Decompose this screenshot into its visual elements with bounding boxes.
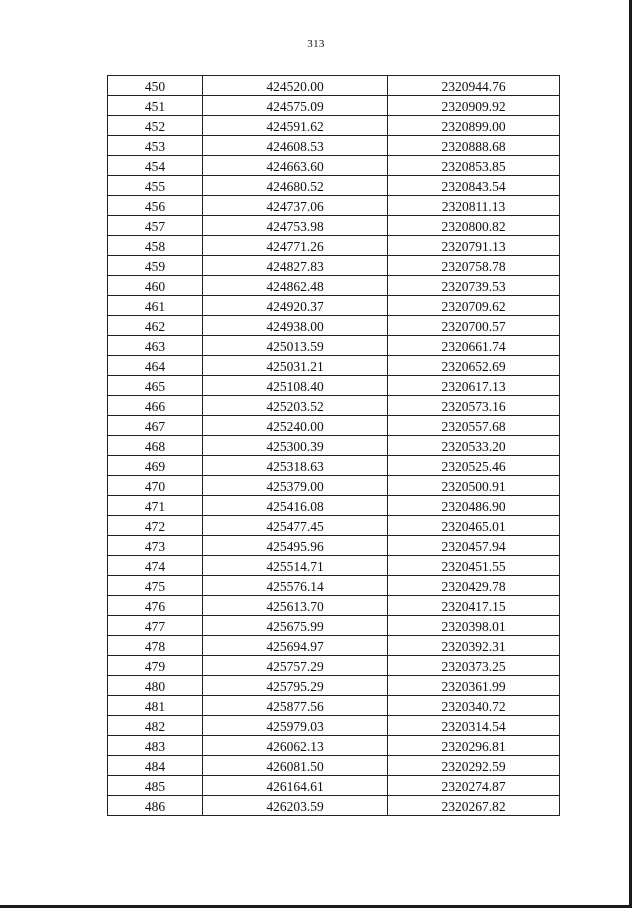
y-coordinate-cell: 2320758.78 xyxy=(388,256,560,276)
y-coordinate-cell: 2320500.91 xyxy=(388,476,560,496)
y-coordinate-cell: 2320573.16 xyxy=(388,396,560,416)
x-coordinate-cell: 424663.60 xyxy=(203,156,388,176)
x-coordinate-cell: 425613.70 xyxy=(203,596,388,616)
x-coordinate-cell: 425416.08 xyxy=(203,496,388,516)
y-coordinate-cell: 2320457.94 xyxy=(388,536,560,556)
table-row xyxy=(108,176,560,196)
y-coordinate-cell: 2320909.92 xyxy=(388,96,560,116)
table-row xyxy=(108,496,560,516)
x-coordinate-cell: 425379.00 xyxy=(203,476,388,496)
table-row xyxy=(108,156,560,176)
x-coordinate-cell: 424938.00 xyxy=(203,316,388,336)
x-coordinate-cell: 426203.59 xyxy=(203,796,388,816)
table-row xyxy=(108,776,560,796)
x-coordinate-cell: 425757.29 xyxy=(203,656,388,676)
table-row xyxy=(108,736,560,756)
point-number-cell: 477 xyxy=(108,616,203,636)
x-coordinate-cell: 425576.14 xyxy=(203,576,388,596)
x-coordinate-cell: 425795.29 xyxy=(203,676,388,696)
table-row xyxy=(108,376,560,396)
point-number-cell: 473 xyxy=(108,536,203,556)
y-coordinate-cell: 2320700.57 xyxy=(388,316,560,336)
y-coordinate-cell: 2320451.55 xyxy=(388,556,560,576)
point-number-cell: 471 xyxy=(108,496,203,516)
y-coordinate-cell: 2320340.72 xyxy=(388,696,560,716)
point-number-cell: 475 xyxy=(108,576,203,596)
y-coordinate-cell: 2320843.54 xyxy=(388,176,560,196)
x-coordinate-cell: 424920.37 xyxy=(203,296,388,316)
table-row xyxy=(108,656,560,676)
y-coordinate-cell: 2320888.68 xyxy=(388,136,560,156)
point-number-cell: 483 xyxy=(108,736,203,756)
x-coordinate-cell: 425514.71 xyxy=(203,556,388,576)
x-coordinate-cell: 425108.40 xyxy=(203,376,388,396)
x-coordinate-cell: 424771.26 xyxy=(203,236,388,256)
y-coordinate-cell: 2320557.68 xyxy=(388,416,560,436)
y-coordinate-cell: 2320429.78 xyxy=(388,576,560,596)
point-number-cell: 482 xyxy=(108,716,203,736)
x-coordinate-cell: 424753.98 xyxy=(203,216,388,236)
x-coordinate-cell: 425031.21 xyxy=(203,356,388,376)
y-coordinate-cell: 2320739.53 xyxy=(388,276,560,296)
y-coordinate-cell: 2320811.13 xyxy=(388,196,560,216)
table-row xyxy=(108,636,560,656)
x-coordinate-cell: 425318.63 xyxy=(203,456,388,476)
y-coordinate-cell: 2320398.01 xyxy=(388,616,560,636)
y-coordinate-cell: 2320296.81 xyxy=(388,736,560,756)
table-row xyxy=(108,136,560,156)
point-number-cell: 452 xyxy=(108,116,203,136)
y-coordinate-cell: 2320274.87 xyxy=(388,776,560,796)
point-number-cell: 484 xyxy=(108,756,203,776)
point-number-cell: 472 xyxy=(108,516,203,536)
x-coordinate-cell: 425877.56 xyxy=(203,696,388,716)
page-number: 313 xyxy=(307,38,325,50)
y-coordinate-cell: 2320617.13 xyxy=(388,376,560,396)
table-row xyxy=(108,676,560,696)
point-number-cell: 451 xyxy=(108,96,203,116)
table-row xyxy=(108,116,560,136)
point-number-cell: 464 xyxy=(108,356,203,376)
x-coordinate-cell: 426062.13 xyxy=(203,736,388,756)
table-row xyxy=(108,616,560,636)
x-coordinate-cell: 425240.00 xyxy=(203,416,388,436)
y-coordinate-cell: 2320652.69 xyxy=(388,356,560,376)
table-row xyxy=(108,716,560,736)
y-coordinate-cell: 2320944.76 xyxy=(388,76,560,96)
point-number-cell: 459 xyxy=(108,256,203,276)
point-number-cell: 479 xyxy=(108,656,203,676)
point-number-cell: 457 xyxy=(108,216,203,236)
y-coordinate-cell: 2320800.82 xyxy=(388,216,560,236)
table-row xyxy=(108,456,560,476)
y-coordinate-cell: 2320709.62 xyxy=(388,296,560,316)
table-row xyxy=(108,396,560,416)
point-number-cell: 454 xyxy=(108,156,203,176)
table-row xyxy=(108,256,560,276)
table-row xyxy=(108,536,560,556)
x-coordinate-cell: 425675.99 xyxy=(203,616,388,636)
point-number-cell: 476 xyxy=(108,596,203,616)
y-coordinate-cell: 2320267.82 xyxy=(388,796,560,816)
table-row xyxy=(108,336,560,356)
table-row xyxy=(108,276,560,296)
table-row xyxy=(108,416,560,436)
x-coordinate-cell: 424827.83 xyxy=(203,256,388,276)
table-row xyxy=(108,596,560,616)
table-row xyxy=(108,556,560,576)
point-number-cell: 465 xyxy=(108,376,203,396)
table-row xyxy=(108,356,560,376)
point-number-cell: 463 xyxy=(108,336,203,356)
point-number-cell: 460 xyxy=(108,276,203,296)
x-coordinate-cell: 424520.00 xyxy=(203,76,388,96)
table-row xyxy=(108,316,560,336)
x-coordinate-cell: 424862.48 xyxy=(203,276,388,296)
point-number-cell: 485 xyxy=(108,776,203,796)
y-coordinate-cell: 2320373.25 xyxy=(388,656,560,676)
x-coordinate-cell: 424575.09 xyxy=(203,96,388,116)
x-coordinate-cell: 426081.50 xyxy=(203,756,388,776)
y-coordinate-cell: 2320791.13 xyxy=(388,236,560,256)
point-number-cell: 466 xyxy=(108,396,203,416)
point-number-cell: 461 xyxy=(108,296,203,316)
y-coordinate-cell: 2320417.15 xyxy=(388,596,560,616)
y-coordinate-cell: 2320899.00 xyxy=(388,116,560,136)
table-row xyxy=(108,576,560,596)
x-coordinate-cell: 425979.03 xyxy=(203,716,388,736)
table-row xyxy=(108,756,560,776)
table-row xyxy=(108,216,560,236)
point-number-cell: 462 xyxy=(108,316,203,336)
point-number-cell: 480 xyxy=(108,676,203,696)
table-row xyxy=(108,76,560,96)
point-number-cell: 469 xyxy=(108,456,203,476)
x-coordinate-cell: 424737.06 xyxy=(203,196,388,216)
point-number-cell: 470 xyxy=(108,476,203,496)
x-coordinate-cell: 424591.62 xyxy=(203,116,388,136)
table-row xyxy=(108,796,560,816)
y-coordinate-cell: 2320465.01 xyxy=(388,516,560,536)
y-coordinate-cell: 2320292.59 xyxy=(388,756,560,776)
table-row xyxy=(108,196,560,216)
y-coordinate-cell: 2320361.99 xyxy=(388,676,560,696)
point-number-cell: 467 xyxy=(108,416,203,436)
x-coordinate-cell: 424608.53 xyxy=(203,136,388,156)
coordinates-table xyxy=(107,75,560,816)
point-number-cell: 486 xyxy=(108,796,203,816)
point-number-cell: 455 xyxy=(108,176,203,196)
table-row xyxy=(108,696,560,716)
table-row xyxy=(108,516,560,536)
point-number-cell: 456 xyxy=(108,196,203,216)
y-coordinate-cell: 2320314.54 xyxy=(388,716,560,736)
x-coordinate-cell: 425300.39 xyxy=(203,436,388,456)
point-number-cell: 481 xyxy=(108,696,203,716)
table-row xyxy=(108,96,560,116)
point-number-cell: 458 xyxy=(108,236,203,256)
point-number-cell: 453 xyxy=(108,136,203,156)
x-coordinate-cell: 426164.61 xyxy=(203,776,388,796)
table-row xyxy=(108,476,560,496)
y-coordinate-cell: 2320853.85 xyxy=(388,156,560,176)
table-row xyxy=(108,436,560,456)
point-number-cell: 478 xyxy=(108,636,203,656)
x-coordinate-cell: 425477.45 xyxy=(203,516,388,536)
y-coordinate-cell: 2320533.20 xyxy=(388,436,560,456)
coordinates-table-body xyxy=(108,76,560,816)
x-coordinate-cell: 425013.59 xyxy=(203,336,388,356)
y-coordinate-cell: 2320392.31 xyxy=(388,636,560,656)
x-coordinate-cell: 424680.52 xyxy=(203,176,388,196)
y-coordinate-cell: 2320486.90 xyxy=(388,496,560,516)
table-row xyxy=(108,236,560,256)
x-coordinate-cell: 425203.52 xyxy=(203,396,388,416)
y-coordinate-cell: 2320661.74 xyxy=(388,336,560,356)
x-coordinate-cell: 425694.97 xyxy=(203,636,388,656)
table-row xyxy=(108,296,560,316)
point-number-cell: 450 xyxy=(108,76,203,96)
y-coordinate-cell: 2320525.46 xyxy=(388,456,560,476)
x-coordinate-cell: 425495.96 xyxy=(203,536,388,556)
point-number-cell: 474 xyxy=(108,556,203,576)
point-number-cell: 468 xyxy=(108,436,203,456)
